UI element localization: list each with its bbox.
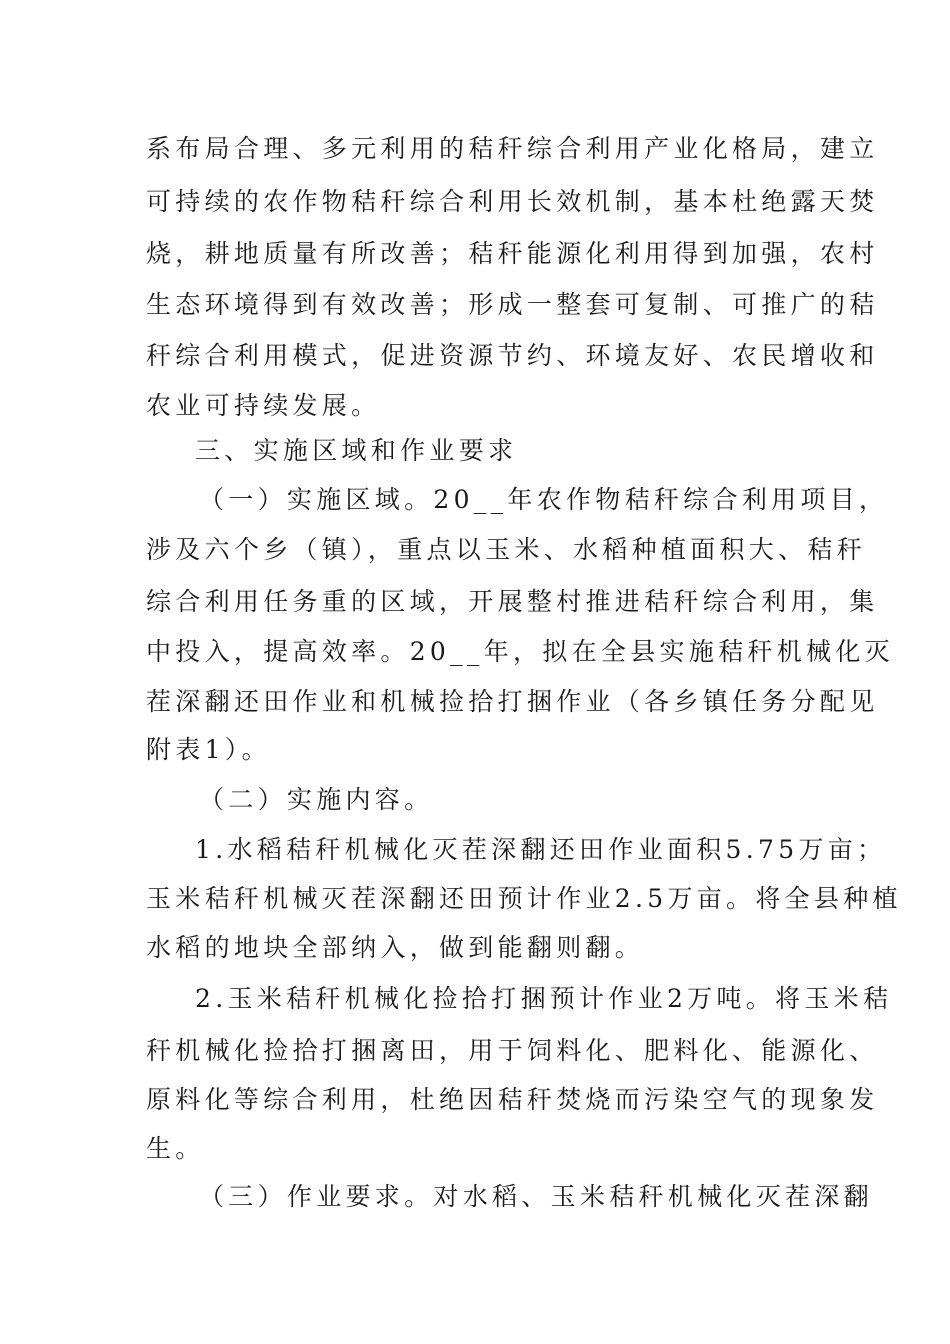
paragraph-line: 可持续的农作物秸秆综合利用长效机制，基本杜绝露天焚	[146, 187, 879, 216]
paragraph-line: 涉及六个乡（镇），重点以玉米、水稻种植面积大、秸秆	[146, 535, 867, 564]
paragraph-line: 2.玉米秸秆机械化捡拾打捆预计作业2万吨。将玉米秸	[195, 984, 893, 1013]
paragraph-line: 综合利用任务重的区域，开展整村推进秸秆综合利用，集	[146, 587, 879, 616]
paragraph-line: 秆综合利用模式，促进资源节约、环境友好、农民增收和	[146, 341, 879, 370]
paragraph-line: 生态环境得到有效改善；形成一整套可复制、可推广的秸	[146, 290, 879, 319]
paragraph-line: 秆机械化捡拾打捆离田，用于饲料化、肥料化、能源化、	[146, 1036, 879, 1065]
paragraph-line: 系布局合理、多元利用的秸秆综合利用产业化格局，建立	[146, 134, 879, 163]
paragraph-line: （一）实施区域。20__年农作物秸秆综合利用项目，	[199, 485, 889, 514]
paragraph-line: 中投入，提高效率。20__年，拟在全县实施秸秆机械化灭	[146, 637, 894, 666]
subsection-heading: （二）实施内容。	[199, 785, 434, 814]
paragraph-line: （三）作业要求。对水稻、玉米秸秆机械化灭茬深翻	[199, 1182, 873, 1211]
paragraph-line: 附表1）。	[146, 735, 271, 764]
section-heading: 三、实施区域和作业要求	[195, 436, 518, 465]
paragraph-line: 水稻的地块全部纳入，做到能翻则翻。	[146, 933, 645, 962]
paragraph-line: 1.水稻秸秆机械化灭茬深翻还田作业面积5.75万亩；	[195, 835, 887, 864]
paragraph-line: 烧，耕地质量有所改善；秸秆能源化利用得到加强，农村	[146, 239, 879, 268]
paragraph-line: 农业可持续发展。	[146, 391, 381, 420]
paragraph-line: 玉米秸秆机械灭茬深翻还田预计作业2.5万亩。将全县种植	[146, 884, 902, 913]
paragraph-line: 生。	[146, 1134, 205, 1163]
paragraph-line: 茬深翻还田作业和机械捡拾打捆作业（各乡镇任务分配见	[146, 687, 879, 716]
paragraph-line: 原料化等综合利用，杜绝因秸秆焚烧而污染空气的现象发	[146, 1085, 879, 1114]
